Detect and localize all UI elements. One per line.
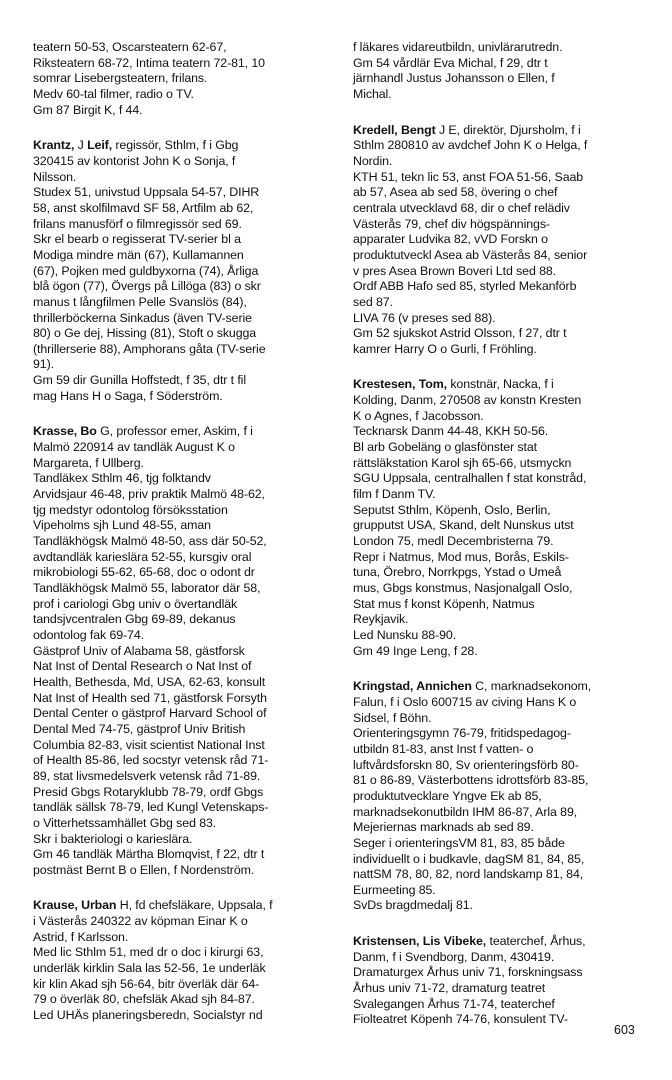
entry-line: Kolding, Danm, 270508 av konstn Kresten (353, 393, 582, 408)
entry-line: Gm 52 sjukskot Astrid Olsson, f 27, dtr t (353, 326, 567, 341)
entry-line: Presid Gbgs Rotaryklubb 78-79, ordf Gbgs (33, 784, 264, 799)
entry-line: mikrobiologi 55-62, 65-68, doc o odont dr (33, 565, 255, 580)
entry-line: Margareta, f Ullberg. (33, 455, 144, 470)
entry-line: SGU Uppsala, centralhallen f stat konstråd, (353, 471, 587, 486)
entry-line: f läkares vidareutbildn, univlärarutredn. (353, 40, 563, 54)
biography-entry (33, 424, 327, 878)
right-column (353, 40, 647, 1048)
entry-line: grupputst USA, Skand, delt Nunskus utst (353, 518, 574, 533)
entry-text: J (74, 138, 88, 153)
entry-line: Repr i Natmus, Mod mus, Borås, Eskils- (353, 549, 569, 564)
entry-line: 81 o 86-89, Västerbottens idrottsförb 83-85, (353, 773, 589, 788)
entry-line: Skr el bearb o regisserat TV-serier bl a (33, 232, 241, 247)
entry-line: KTH 51, tekn lic 53, anst FOA 51-56, Saab (353, 169, 584, 184)
entry-line: produktutveckl Asea ab Västerås 84, senior (353, 247, 588, 262)
entry-line: teatern 50-53, Oscarsteatern 62-67, (33, 40, 227, 54)
entry-line: 80) o Ge dej, Hissing (81), Stoft o skugga (33, 326, 257, 341)
entry-line: Dramaturgex Århus univ 71, forskningsass (353, 965, 583, 980)
entry-line: Dental Med 74-75, gästprof Univ British (33, 721, 246, 736)
entry-line: mag Hans H o Saga, f Söderström. (33, 388, 223, 403)
entry-line: frilans manusförf o filmregissör sed 69. (33, 216, 242, 231)
entry-line: Modiga mindre män (67), Kullamannen (33, 247, 244, 262)
entry-line: Med lic Sthlm 51, med dr o doc i kirurgi 63, (33, 945, 264, 960)
entry-line: thrillerböckerna Sinkadus (även TV-serie (33, 310, 252, 325)
entry-line: Led UHÄs planeringsberedn, Socialstyr nd (33, 1008, 263, 1023)
entry-line: Orienteringsgymn 76-79, fritidspedagog- (353, 726, 571, 741)
entry-line: luftvårdsforskn 80, Sv orienteringsförb 80- (353, 757, 579, 772)
entry-line: Nordin. (353, 153, 393, 168)
entry-line: Medv 60-tal filmer, radio o TV. (33, 86, 194, 101)
entry-line: o Vitterhetssamhället Gbg sed 83. (33, 815, 217, 830)
entry-line: Arvidsjaur 46-48, priv praktik Malmö 48-62, (33, 487, 265, 502)
entry-line (33, 898, 327, 914)
entry-line: underläk kirklin Sala las 52-56, 1e underläk (33, 961, 266, 976)
entry-line: marknadsekonutbildn IHM 86-87, Arla 89, (353, 804, 578, 819)
entry-text: C, marknadsekonom, (471, 679, 592, 694)
entry-line: somrar Lisebergsteatern, frilans. (33, 71, 208, 86)
entry-line: Gm 46 tandläk Märtha Blomqvist, f 22, dtr t (33, 847, 265, 862)
biography-entry (353, 679, 647, 914)
entry-line: film f Danm TV. (353, 487, 436, 502)
entry-line: kir klin Akad sjh 56-64, bitr överläk där 64- (33, 976, 260, 991)
entry-line: Gm 87 Birgit K, f 44. (33, 102, 143, 117)
entry-line: (67), Pojken med guldbyxorna (74), Årliga (33, 263, 259, 278)
entry-line: Falun, f i Oslo 600715 av civing Hans K o (353, 694, 577, 709)
entry-line (353, 679, 647, 695)
entry-line: avdtandläk karieslära 52-55, kursgiv oral (33, 549, 252, 564)
entry-line: individuellt o i budkavle, dagSM 81, 84, 85, (353, 851, 585, 866)
entry-line: Vipeholms sjh Lund 48-55, aman (33, 518, 211, 533)
biography-entry (353, 934, 647, 1028)
entry-line: Gm 54 vårdlär Eva Michal, f 29, dtr t (353, 55, 548, 70)
entry-line: (thrillerserie 88), Amphorans gåta (TV-serie (33, 341, 266, 356)
entry-line: Sidsel, f Böhn. (353, 710, 432, 725)
entry-line: apparater Ludvika 82, vVD Forskn o (353, 232, 548, 247)
entry-line: 91). (33, 357, 54, 372)
entry-line (353, 123, 647, 139)
entry-line: i Västerås 240322 av köpman Einar K o (33, 914, 248, 929)
entry-line: Seputst Sthlm, Köpenh, Oslo, Berlin, (353, 502, 551, 517)
entry-line: K o Agnes, f Jacobsson. (353, 408, 484, 423)
entry-line: Eurmeeting 85. (353, 882, 436, 897)
entry-line: tuna, Örebro, Norrkpgs, Ystad o Umeå (353, 565, 562, 580)
entry-line: Gästprof Univ of Alabama 58, gästforsk (33, 643, 245, 658)
entry-line: Riksteatern 68-72, Intima teatern 72-81, 10 (33, 55, 265, 70)
entry-line: Gm 59 dir Gunilla Hoffstedt, f 35, dtr t fil (33, 373, 246, 388)
left-column (33, 40, 327, 1044)
entry-line: 89, stat livsmedelsverk vetensk råd 71-89. (33, 768, 261, 783)
entry-line: Fiolteatret Köpenh 74-76, konsulent TV- (353, 1012, 568, 1027)
entry-text: regissör, Sthlm, f i Gbg (112, 138, 239, 153)
entry-line: Nat Inst of Health sed 71, gästforsk Forsyth (33, 690, 267, 705)
entry-line: v pres Asea Brown Boveri Ltd sed 88. (353, 263, 557, 278)
entry-line: Tandläkex Sthlm 46, tjg folktandv (33, 471, 211, 486)
entry-line: rättsläkstation Karol sjh 65-66, utsmyckn (353, 455, 572, 470)
entry-line: järnhandl Justus Johansson o Ellen, f (353, 71, 555, 86)
entry-line: 320415 av kontorist John K o Sonja, f (33, 153, 236, 168)
entry-text: J E, direktör, Djursholm, f i (435, 122, 581, 137)
entry-line: tandsjvcentralen Gbg 69-89, dekanus (33, 612, 236, 627)
entry-line: Västerås 79, chef div högspännings- (353, 216, 550, 231)
biography-entry (353, 377, 647, 659)
entry-line: ab 57, Asea ab sed 58, övering o chef (353, 185, 558, 200)
entry-line: Stat mus f konst Köpenh, Natmus (353, 596, 535, 611)
person-name: Leif, (87, 138, 113, 153)
person-name: Krasse, Bo (33, 424, 97, 439)
entry-line: Led Nunsku 88-90. (353, 627, 457, 642)
biography-entry (33, 40, 327, 118)
entry-line: Svalegangen Århus 71-74, teaterchef (353, 996, 555, 1011)
entry-line: Bl arb Gobeläng o glasfönster stat (353, 440, 537, 455)
entry-line: manus t långfilmen Pelle Svanslös (84), (33, 294, 247, 309)
entry-text: H, fd chefsläkare, Uppsala, f (116, 898, 273, 913)
entry-line: utbildn 81-83, anst Inst f vatten- o (353, 741, 534, 756)
entry-line: blå ögon (77), Övergs på Lillöga (83) o skr (33, 279, 261, 294)
entry-line: London 75, medl Decembristerna 79. (353, 534, 554, 549)
entry-line: Århus univ 71-72, dramaturg teatret (353, 981, 546, 996)
person-name: Krestesen, Tom, (353, 377, 447, 392)
entry-line: Tandläkhögsk Malmö 55, laborator där 58, (33, 581, 261, 595)
entry-line (33, 138, 327, 154)
entry-line: Sthlm 280810 av avdchef John K o Helga, f (353, 138, 588, 153)
biography-entry (353, 40, 647, 103)
entry-line: Nat Inst of Dental Research o Nat Inst of (33, 659, 252, 674)
entry-line: Mejeriernas marknads ab sed 89. (353, 820, 534, 835)
entry-line: Nilsson. (33, 169, 77, 184)
entry-line: Tecknarsk Danm 44-48, KKH 50-56. (353, 424, 549, 439)
page-number: 603 (614, 1023, 635, 1037)
entry-text: konstnär, Nacka, f i (446, 377, 554, 392)
entry-line: kamrer Harry O o Gurli, f Fröhling. (353, 341, 537, 356)
entry-line: Malmö 220914 av tandläk August K o (33, 440, 235, 455)
entry-line: Studex 51, univstud Uppsala 54-57, DIHR (33, 185, 260, 200)
entry-line: Michal. (353, 86, 392, 101)
entry-line: produktutvecklare Yngve Ek ab 85, (353, 788, 542, 803)
entry-line: sed 87. (353, 294, 393, 309)
entry-line: LIVA 76 (v preses sed 88). (353, 310, 496, 325)
entry-line: SvDs bragdmedalj 81. (353, 898, 473, 913)
entry-line: Gm 49 Inge Leng, f 28. (353, 643, 478, 658)
entry-line (33, 424, 327, 440)
entry-line: Dental Center o gästprof Harvard School of (33, 706, 267, 721)
entry-line: Skr i bakteriologi o karieslära. (33, 831, 193, 846)
biography-entry (33, 138, 327, 404)
entry-line: Danm, f i Svendborg, Danm, 430419. (353, 949, 555, 964)
person-name: Kredell, Bengt (353, 122, 436, 137)
entry-line: tjg medstyr odontolog försöksstation (33, 502, 228, 517)
entry-line: Health, Bethesda, Md, USA, 62-63, konsult (33, 674, 266, 689)
entry-line (353, 934, 647, 950)
entry-line: odontolog fak 69-74. (33, 627, 144, 642)
entry-text: G, professor emer, Askim, f i (96, 424, 253, 439)
person-name: Kristensen, Lis Vibeke, (353, 934, 487, 949)
entry-line: tandläk sällsk 78-79, led Kungl Vetenskaps- (33, 800, 269, 815)
entry-line: centrala utvecklavd 68, dir o chef relädiv (353, 200, 570, 215)
person-name: Krantz, (33, 138, 75, 153)
entry-line: Seger i orienteringsVM 81, 83, 85 både (353, 835, 565, 850)
entry-line: Reykjavik. (353, 612, 409, 627)
entry-line: 79 o överläk 80, chefsläk Akad sjh 84-87. (33, 992, 255, 1007)
biography-entry (353, 123, 647, 358)
entry-line: Astrid, f Karlsson. (33, 929, 129, 944)
entry-line: prof i cariologi Gbg univ o övertandläk (33, 596, 238, 611)
entry-line: 58, anst skolfilmavd SF 58, Artfilm ab 62, (33, 200, 254, 215)
entry-line: postmäst Bernt B o Ellen, f Nordenström. (33, 862, 255, 877)
entry-line: mus, Gbgs konstmus, Nasjonalgall Oslo, (353, 581, 573, 595)
entry-text: teaterchef, Århus, (486, 934, 586, 949)
biography-entry (33, 898, 327, 1023)
person-name: Kringstad, Annichen (353, 679, 472, 694)
entry-line: Ordf ABB Hafo sed 85, styrled Mekanförb (353, 279, 577, 294)
entry-line: Tandläkhögsk Malmö 48-50, ass där 50-52, (33, 534, 267, 549)
person-name: Krause, Urban (33, 898, 117, 913)
entry-line: of Health 85-86, led socstyr vetensk råd 71- (33, 753, 269, 768)
entry-line (353, 377, 647, 393)
entry-line: nattSM 78, 80, 82, nord landskamp 81, 84, (353, 867, 584, 882)
entry-line: Columbia 82-83, visit scientist National Inst (33, 737, 265, 752)
